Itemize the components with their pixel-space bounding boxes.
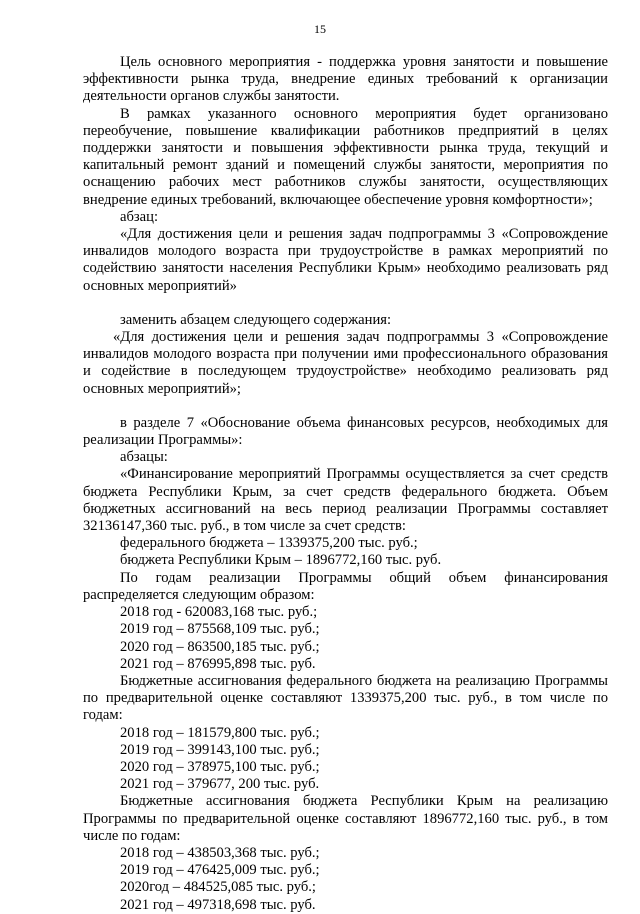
paragraph-section7: в разделе 7 «Обоснование объема финансовых ресурсов, необходимых для реализации Программы»:: [83, 414, 608, 449]
paragraph-goal: Цель основного мероприятия - поддержка уровня занятости и повышение эффективности рынка труда, внедрение единых требований к организации деятельности органов службы занятости.: [83, 54, 608, 105]
list-item: 2019 год – 399143,100 тыс. руб.;: [120, 741, 320, 758]
crimea-by-year-list: [83, 845, 608, 914]
paragraph-crimea-allocations: Бюджетные ассигнования бюджета Республики Крым на реализацию Программы по предварительной оценке составляют 1896772,160 тыс. руб., в том числе по годам:: [83, 793, 608, 844]
list-item: 2020год – 484525,085 тыс. руб.;: [120, 879, 316, 896]
list-item: 2021 год – 379677, 200 тыс. руб.: [120, 776, 320, 793]
paragraph-federal-total: федерального бюджета – 1339375,200 тыс. руб.;: [120, 535, 418, 552]
paragraph-federal-allocations: Бюджетные ассигнования федерального бюджета на реализацию Программы по предварительной оценке составляют 1339375,200 тыс. руб., в том числе по годам:: [83, 672, 608, 724]
paragraph-by-years: По годам реализации Программы общий объем финансирования распределяется следующим образом:: [83, 569, 608, 603]
list-item: 2019 год – 875568,109 тыс. руб.;: [120, 621, 320, 638]
paragraph-replace-label: заменить абзацем следующего содержания:: [120, 311, 392, 328]
paragraph-new-text: «Для достижения цели и решения задач подпрограммы 3 «Сопровождение инвалидов молодого возраста при получении ими профессионального образования и содействие в последующем трудоустройстве» необходимо реализовать ряд основных мероприятий»;: [83, 329, 608, 397]
page-number: 15: [314, 22, 326, 36]
list-item: 2019 год – 476425,009 тыс. руб.;: [120, 862, 320, 879]
list-item: 2021 год – 497318,698 тыс. руб.: [120, 896, 316, 913]
list-item: 2020 год – 863500,185 тыс. руб.;: [120, 638, 320, 655]
list-item: 2018 год – 438503,368 тыс. руб.;: [120, 844, 320, 861]
list-item: 2018 год - 620083,168 тыс. руб.;: [120, 604, 318, 621]
paragraph-abzacy-label: абзацы:: [120, 449, 168, 466]
document-body: [83, 54, 608, 914]
list-item: 2021 год – 876995,898 тыс. руб.: [120, 655, 316, 672]
paragraph-financing: «Финансирование мероприятий Программы осуществляется за счет средств бюджета Республики Крым, за счет средств федерального бюджета. Объем бюджетных ассигнований на весь период реализации Программы составляет 32136147,360 тыс. руб., в том числе за счет средств:: [83, 466, 608, 535]
list-item: 2018 год – 181579,800 тыс. руб.;: [120, 724, 320, 741]
list-item: 2020 год – 378975,100 тыс. руб.;: [120, 758, 320, 775]
paragraph-abzac-label: абзац:: [120, 208, 159, 225]
paragraph-old-text: «Для достижения цели и решения задач подпрограммы 3 «Сопровождение инвалидов молодого возраста при трудоустройстве в рамках мероприятий по содействию занятости населения Республики Крым» необходимо реализовать ряд основных мероприятий»: [83, 226, 608, 294]
paragraph-crimea-total: бюджета Республики Крым – 1896772,160 тыс. руб.: [120, 552, 442, 569]
federal-by-year-list: [83, 725, 608, 794]
total-by-year-list: [83, 604, 608, 673]
paragraph-activities: В рамках указанного основного мероприятия будет организовано переобучение, повышение квалификации работников предприятий в целях поддержки занятости и повышения эффективности рынка труда, текущий и капитальный ремонт зданий и помещений службы занятости, мероприятия по оснащению рабочих мест работников службы занятости, осуществляющих внедрение единых требований, включающее обеспечение уровня комфортности»;: [83, 105, 608, 208]
